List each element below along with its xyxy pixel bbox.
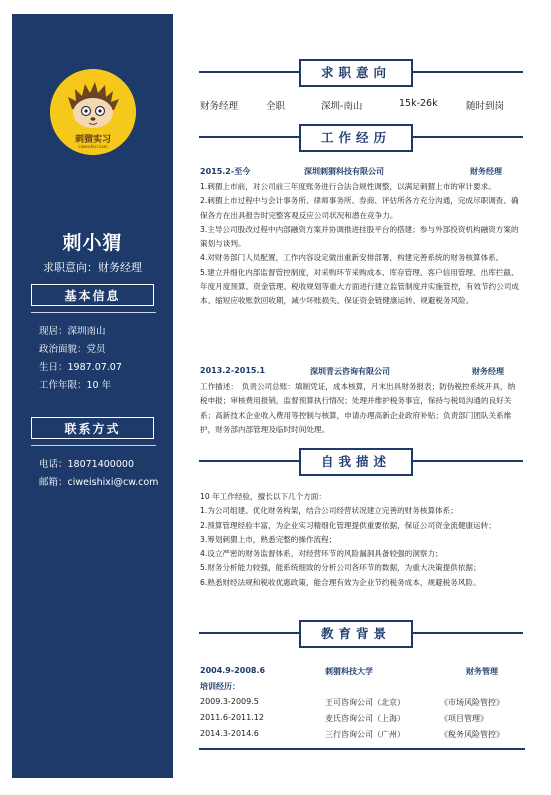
basic-info-item: 工作年限：10 年 <box>39 380 112 391</box>
main-content <box>185 0 537 795</box>
job-period: 2013.2-2015.1 <box>200 366 266 375</box>
logo-text: 刺猬实习 <box>74 135 111 145</box>
job-description <box>200 380 522 437</box>
self-description <box>200 490 522 590</box>
training-course: 《项目管理》 <box>440 714 488 723</box>
intent-section-heading <box>185 59 537 87</box>
job-role: 财务经理 <box>470 167 502 176</box>
basic-info-divider <box>31 312 156 313</box>
job-company: 深圳刺猬科技有限公司 <box>304 167 384 176</box>
job-duty-line: 4.对财务部门人员配置，工作内容设定做出重新安排部署，构建完善系统的财务核算体系。 <box>200 253 504 263</box>
section-title: 自我描述 <box>299 448 413 476</box>
edu-period: 2004.9-2008.6 <box>200 666 266 675</box>
intent-type: 全职 <box>266 101 286 112</box>
email-text: 邮箱：ciweishixi@cw.com <box>39 477 159 488</box>
training-label: 培训经历： <box>200 682 240 691</box>
job-duty-line: 5.建立并细化内部监督管控制度，对采购环节采购成本、库存管理、客户信用管理、出库拦截、年度月度预算、资金管理、税收规划等重大方面进行建立监管制度并实施管控，有效节约公司成本、缩短应收账款回收期，减少坏账损失、保证资金链健康运转、规避税务风险。 <box>200 267 519 306</box>
training-org: 麦氏咨询公司（上海） <box>325 714 405 723</box>
contact-heading: 联系方式 <box>31 417 154 439</box>
section-title: 工作经历 <box>299 124 413 152</box>
job-company: 深圳青云咨询有限公司 <box>310 367 390 376</box>
candidate-intent: 求职意向：财务经理 <box>43 261 142 274</box>
self-point: 4.设立严密的财务监督体系，对经营环节的风险漏洞具备较强的洞察力； <box>200 549 443 559</box>
job-duty-line: 3.主导公司股改过程中内部融资方案并协调推进挂股平台的搭建；参与外部投资机构融资方案的策划与谈判。 <box>200 224 519 249</box>
phone-text: 电话：18071400000 <box>39 459 134 470</box>
self-point: 3.筹划刺猬上市，熟悉完整的操作流程； <box>200 534 337 544</box>
training-org: 三行咨询公司（广州） <box>325 730 405 739</box>
work-section-heading <box>185 124 537 152</box>
self-section-heading <box>185 448 537 476</box>
section-title: 教育背景 <box>299 620 413 648</box>
intent-salary: 15k-26k <box>399 98 438 109</box>
edu-major: 财务管理 <box>466 667 498 676</box>
basic-info-list <box>39 323 122 395</box>
job-duty-line: 工作描述： 负责公司总账：填制凭证，成本核算，月末出具财务报表；防伪税控系统开具，纳税申报；审核费用报销，监督预算执行情况；处理并维护税务事宜，保持与税局沟通的良好关系；高新技术企业收入费用等控制与核算，申请办理高新企业政府补贴；负责部门团队关系维护，财务部内部管理及临时时间处理。 <box>200 382 516 434</box>
basic-info-item: 生日：1987.07.07 <box>39 362 122 373</box>
self-point: 1.为公司组建、优化财务构架，结合公司经营状况建立完善的财务核算体系； <box>200 506 458 516</box>
edu-school: 刺猬科技大学 <box>325 667 373 676</box>
training-period: 2011.6-2011.12 <box>200 713 264 722</box>
job-duty-line: 2.刺猬上市过程中与会计事务所、律师事务所、券商、评估所各方充分沟通，完成尽职调查、确保各方在出具报告时完整客观反应公司状况和潜在竞争力。 <box>200 196 519 220</box>
section-title: 求职意向 <box>299 59 413 87</box>
contact-divider <box>31 445 156 446</box>
job-description <box>200 180 522 309</box>
logo-subtext: ciweishixi.com <box>78 144 108 149</box>
intent-location: 深圳-南山 <box>321 101 363 112</box>
self-point: 5.财务分析能力较强，能系统细致的分析公司各环节的数据，为重大决策提供依据； <box>200 563 481 573</box>
sidebar <box>12 14 173 778</box>
candidate-name: 刺小猬 <box>62 232 123 254</box>
job-duty-line: 1.刺猬上市前，对公司前三年度账务进行合法合规性调整，以满足刺猬上市的审计要求。 <box>200 182 496 191</box>
avatar <box>50 69 136 155</box>
self-point: 2.预算管理经验丰富，为企业实习精细化管理提供重要依据，保证公司资金流健康运转； <box>200 520 496 530</box>
self-point: 6.熟悉财经法规和税收优惠政策，能合理有效为企业节约税务成本，规避税务风险。 <box>200 577 481 587</box>
intent-position: 财务经理 <box>200 101 239 112</box>
job-period: 2015.2-至今 <box>200 167 251 176</box>
training-course: 《市场风险管控》 <box>440 698 504 707</box>
training-org: 王可咨询公司（北京） <box>325 698 405 707</box>
intent-availability: 随时到岗 <box>466 101 505 112</box>
training-period: 2014.3-2014.6 <box>200 729 259 738</box>
job-role: 财务经理 <box>472 367 504 376</box>
basic-info-item: 现居：深圳南山 <box>39 326 106 337</box>
training-period: 2009.3-2009.5 <box>200 697 259 706</box>
edu-section-heading <box>185 620 537 648</box>
bottom-rule <box>199 748 525 750</box>
training-course: 《税务风险管控》 <box>440 730 504 739</box>
self-intro: 10 年工作经验，擅长以下几个方面： <box>200 492 326 501</box>
contact-list <box>39 456 158 492</box>
basic-info-item: 政治面貌：党员 <box>39 344 106 355</box>
basic-info-heading: 基本信息 <box>31 284 154 306</box>
